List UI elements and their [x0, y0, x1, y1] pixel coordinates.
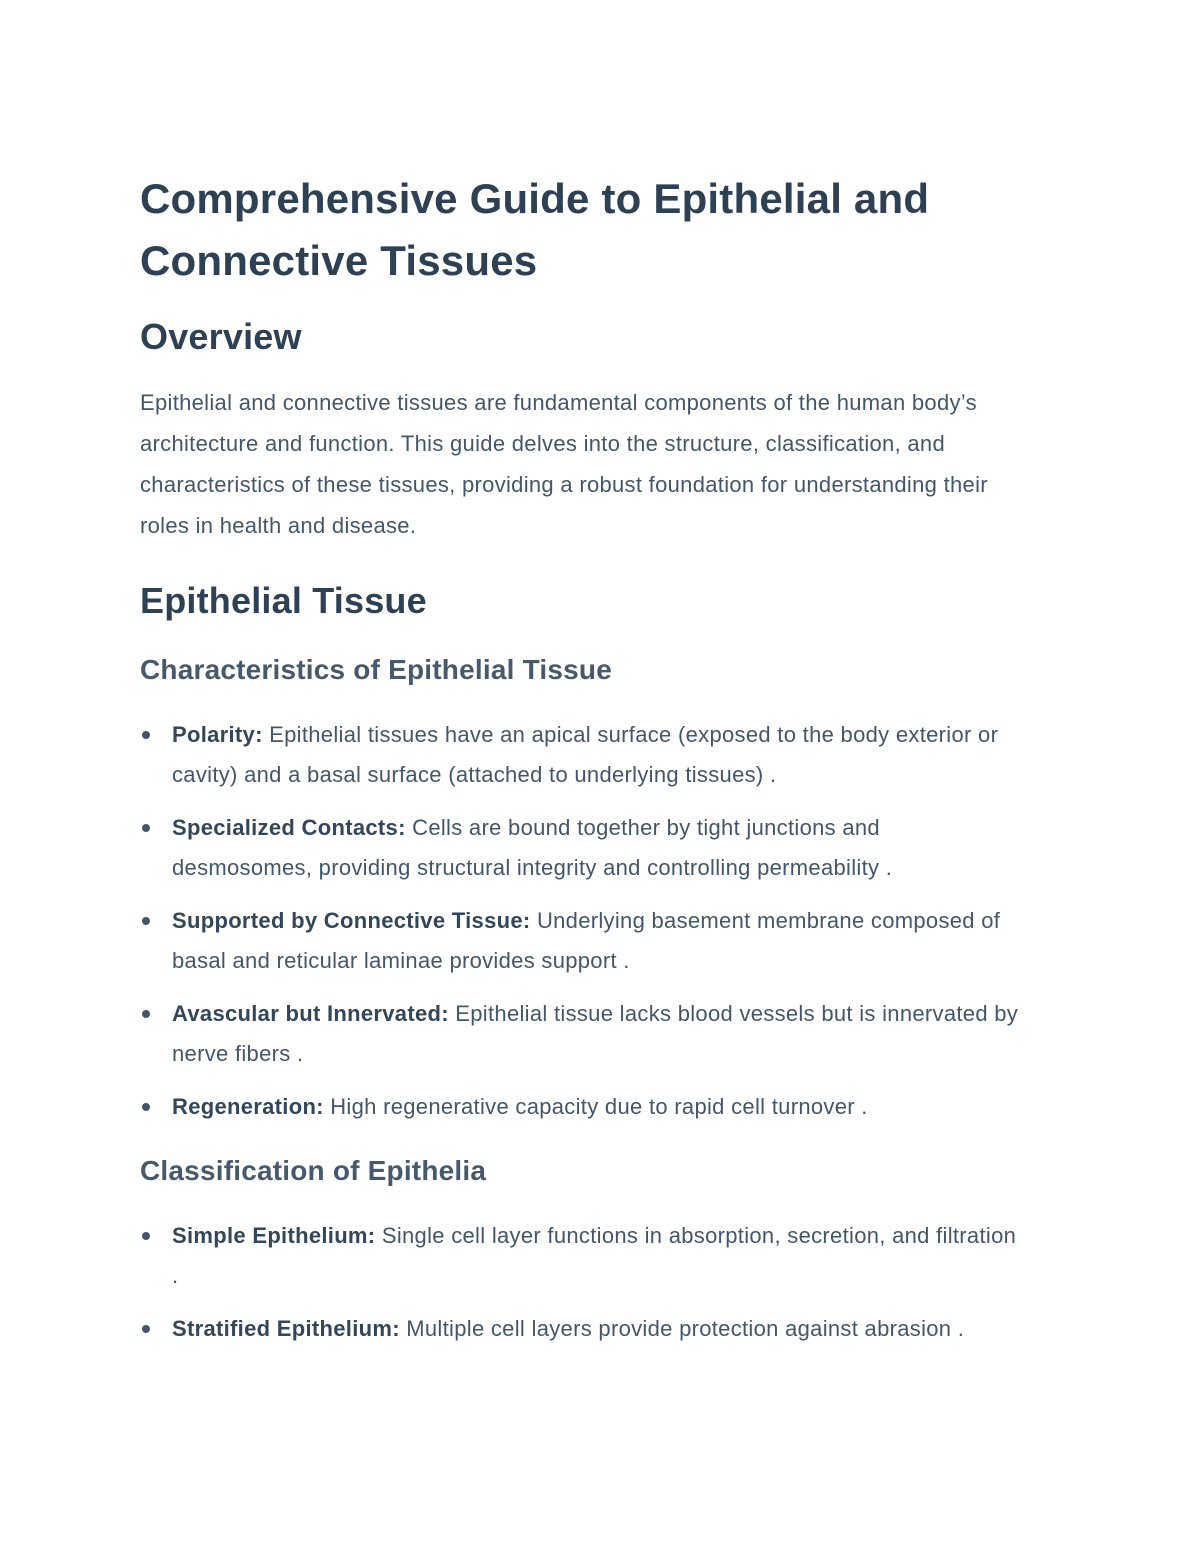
list-item-label: Simple Epithelium:	[172, 1223, 376, 1248]
list-item-label: Polarity:	[172, 722, 263, 747]
bullet-icon	[142, 824, 150, 832]
bullet-icon	[142, 1325, 150, 1333]
list-item	[140, 994, 1020, 1074]
subsection-heading-classification: Classification of Epithelia	[140, 1155, 487, 1186]
list-item	[140, 1216, 1020, 1296]
list-item-label: Specialized Contacts:	[172, 815, 406, 840]
list-item-text: Multiple cell layers provide protection against abrasion .	[406, 1316, 965, 1341]
bullet-icon	[142, 917, 150, 925]
bullet-icon	[142, 1103, 150, 1111]
list-item	[140, 808, 1020, 888]
list-item-text: Epithelial tissue lacks blood vessels but is innervated by nerve fibers .	[172, 1001, 1019, 1066]
list-item-text: Single cell layer functions in absorption, secretion, and filtration .	[172, 1223, 1017, 1288]
characteristics-list	[140, 715, 1060, 1127]
list-item	[140, 715, 1020, 795]
list-item-text: Cells are bound together by tight junctions and desmosomes, providing structural integrity and controlling permeability .	[172, 815, 893, 880]
list-item-label: Stratified Epithelium:	[172, 1316, 400, 1341]
list-item-label: Avascular but Innervated:	[172, 1001, 449, 1026]
list-item-text: Underlying basement membrane composed of basal and reticular laminae provides support .	[172, 908, 1001, 973]
bullet-icon	[142, 1232, 150, 1240]
subsection-heading-characteristics: Characteristics of Epithelial Tissue	[140, 654, 612, 685]
list-item	[140, 1309, 1020, 1349]
section-heading-overview: Overview	[140, 316, 302, 357]
list-item	[140, 1087, 1020, 1127]
bullet-icon	[142, 1010, 150, 1018]
page-title: Comprehensive Guide to Epithelial and Connective Tissues	[140, 175, 930, 284]
list-item-text: Epithelial tissues have an apical surface (exposed to the body exterior or cavity) and a basal surface (attached to underlying tissues) .	[172, 722, 999, 787]
list-item-text: High regenerative capacity due to rapid cell turnover .	[330, 1094, 868, 1119]
list-item-label: Supported by Connective Tissue:	[172, 908, 531, 933]
list-item-label: Regeneration:	[172, 1094, 324, 1119]
overview-paragraph: Epithelial and connective tissues are fundamental components of the human body’s architecture and function. This guide delves into the structure, classification, and characteristics of these tissues, providing a robust foundation for understanding their roles in health and disease.	[140, 390, 988, 538]
bullet-icon	[142, 731, 150, 739]
classification-list	[140, 1216, 1060, 1349]
section-heading-epithelial-tissue: Epithelial Tissue	[140, 580, 427, 621]
list-item	[140, 901, 1020, 981]
